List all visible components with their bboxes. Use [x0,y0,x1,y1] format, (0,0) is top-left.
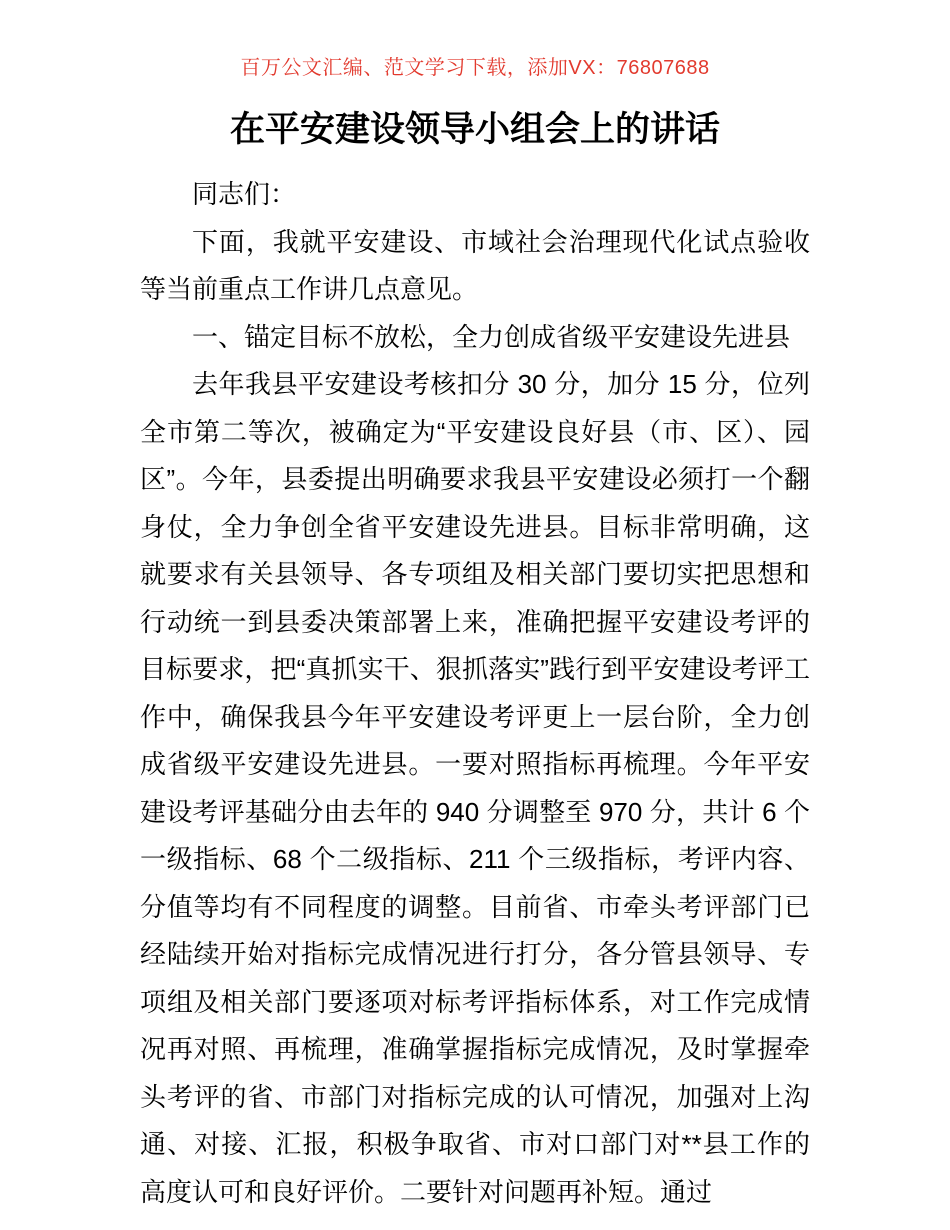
document-title: 在平安建设领导小组会上的讲话 [229,110,720,149]
document-body [140,171,810,1216]
paragraph-intro: 下面，我就平安建设、市域社会治理现代化试点验收等当前重点工作讲几点意见。 [140,226,810,304]
watermark-notice: 百万公文汇编、范文学习下载，添加VX：76807688 [240,57,710,79]
section-heading: 一、锚定目标不放松，全力创成省级平安建设先进县 [192,321,791,352]
paragraph-body: 去年我县平安建设考核扣分 30 分，加分 15 分，位列全市第二等次，被确定为“平安建设良好县（市、区）、园区”。今年，县委提出明确要求我县平安建设必须打一个翻身仗，全力争创全省平安建设先进县。目标非常明确，这就要求有关县领导、各专项组及相关部门要切实把思想和行动统一到县委决策部署上来，准确把握平安建设考评的目标要求，把“真抓实干、狠抓落实”践行到平安建设考评工作中，确保我县今年平安建设考评更上一层台阶，全力创成省级平安建设先进县。一要对照指标再梳理。今年平安建设考评基础分由去年的 940 分调整至 970 分，共计 6 个一级指标、68 个二级指标、211 个三级指标，考评内容、分值等均有不同程度的调整。目前省、市牵头考评部门已经陆续开始对指标完成情况进行打分，各分管县领导、专项组及相关部门要逐项对标考评指标体系，对工作完成情况再对照、再梳理，准确掌握指标完成情况，及时掌握牵头考评的省、市部门对指标完成的认可情况，加强对上沟通、对接、汇报，积极争取省、市对口部门对**县工作的高度认可和良好评价。二要针对问题再补短。通过 [140,369,810,1207]
paragraph-salutation: 同志们： [192,179,297,209]
